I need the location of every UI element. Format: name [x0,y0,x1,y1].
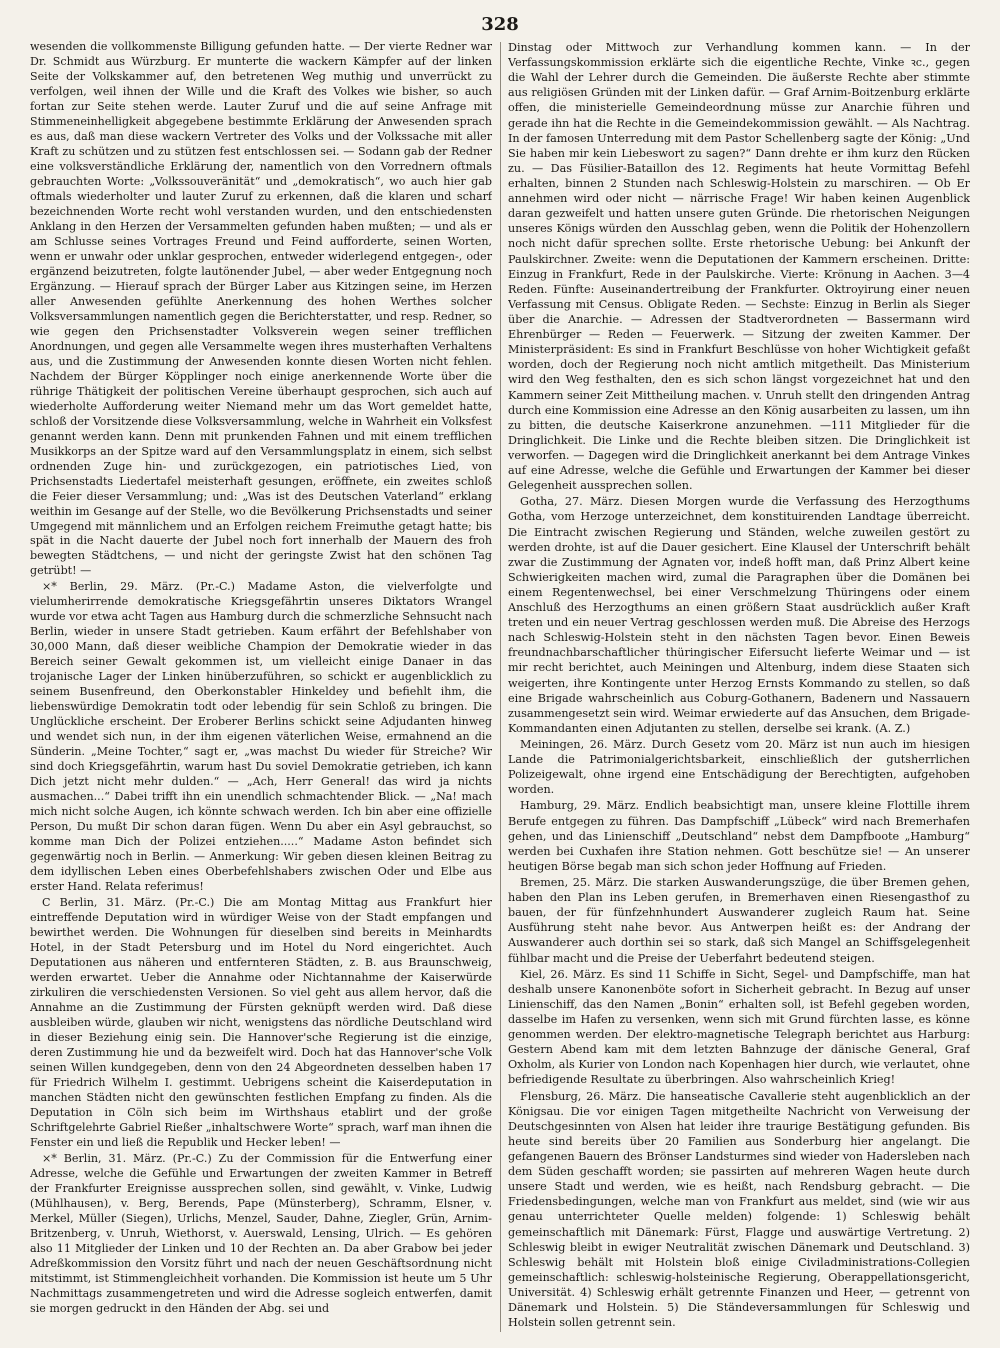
article-paragraph: ×* Berlin, 31. März. (Pr.-C.) Zu der Commission für die Entwerfung einer Adresse, welche die Gefühle und Erwartungen der zweiten Kammer in Betreff der Frankfurter Ereignisse aussprechen sollen, sind gewählt, v. Vinke, Ludwig (Mühlhausen), v. Berg, Berends, Pape (Münsterberg), Schramm, Elsner, v. Merkel, Müller (Siegen), Urlichs, Menzel, Sauder, Dahne, Ziegler, Grün, Arnim-Britzenberg, v. Unruh, Wiethorst, v. Auerswald, Lensing, Ulrich. — Es gehören also 11 Mitglieder der Linken und 10 der Rechten an. Da aber Grabow bei jeder Adreßkommission den Vorsitz führt und nach der neuen Geschäftsordnung nicht mitstimmt, ist Stimmengleichheit vorhanden. Die Kommission ist heute um 5 Uhr Nachmittags zusammengetreten und wird die Adresse sogleich entwerfen, damit sie morgen gedruckt in den Händen der Abg. sei und [30,1151,492,1315]
article-paragraph: Flensburg, 26. März. Die hanseatische Cavallerie steht augenblicklich an der Königsau. Die vor einigen Tagen mitgetheilte Nachricht von Verweisung der Deutschgesinnten von Alsen hat leider ihre traurige Bestätigung gefunden. Bis heute sind bereits über 20 Familien aus Sonderburg hier angelangt. Die gefangenen Bauern des Brönser Landsturmes sind wieder von Hadersleben nach dem Süden geschafft worden; sie passirten auf mehreren Wagen heute durch unsere Stadt und werden, wie es heißt, nach Rendsburg gebracht. — Die Friedensbedingungen, welche man von Frankfurt aus meldet, sind (wie wir aus genau unterrichteter Quelle melden) folgende: 1) Schleswig behält gemeinschaftlich mit Dänemark: Fürst, Flagge und auswärtige Vertretung. 2) Schleswig bleibt in ewiger Neutralität zwischen Dänemark und Deutschland. 3) Schleswig behält mit Holstein bloß einige Civiladministrations-Collegien gemeinschaftlich: schleswig-holsteinische Regierung, Oberappellationsgericht, Universität. 4) Schleswig erhält getrennte Finanzen und Heer, — getrennt von Dänemark und Holstein. 5) Die Ständeversammlungen für Schleswig und Holstein sollen getrennt sein. [508,1089,970,1330]
left-column [30,40,492,1338]
article-paragraph: Gotha, 27. März. Diesen Morgen wurde die Verfassung des Herzogthums Gotha, vom Herzoge unterzeichnet, dem konstituirenden Landtage überreicht. Die Eintracht zwischen Regierung und Ständen, welche zuweilen gestört zu werden drohte, ist auf die Dauer gesichert. Eine Klausel der Unterschrift behält zwar die Zustimmung der Agnaten vor, indeß hofft man, daß Prinz Albert keine Schwierigkeiten machen wird, zumal die Paragraphen über die Domänen bei einem Regentenwechsel, bei einer Verschmelzung Thüringens oder einem Anschluß des Herzogthums an einen größern Staat ausdrücklich außer Kraft treten und ein neuer Vertrag geschlossen werden muß. Die Abreise des Herzogs nach Schleswig-Holstein steht in den nächsten Tagen bevor. Einen Beweis freundnachbarschaftlicher thüringischer Eifersucht lieferte Weimar und — ist mir recht berichtet, auch Meiningen und Altenburg, indem diese Staaten sich weigerten, ihre Kontingente unter Herzog Ernsts Kommando zu stellen, so daß eine Brigade wahrscheinlich aus Coburg-Gothanern, Badenern und Nassauern zusammengesetzt sein wird. Weimar erwiederte auf das Ansuchen, dem Brigade-Kommandanten einen Adjutanten zu stellen, derselbe sei krank. (A. Z.) [508,495,970,735]
article-paragraph: Meiningen, 26. März. Durch Gesetz vom 20. März ist nun auch im hiesigen Lande die Patrimonialgerichtsbarkeit, einschließlich der gutsherrlichen Polizeigewalt, ohne irgend eine Entschädigung der Berechtigten, aufgehoben worden. [508,738,970,797]
page-number: 328 [481,14,519,35]
text-columns [30,40,970,1338]
article-paragraph: ×* Berlin, 29. März. (Pr.-C.) Madame Aston, die vielverfolgte und vielumherirrende demokratische Kriegsgefährtin unseres Diktators Wrangel wurde vor etwa acht Tagen aus Hamburg durch die schmerzliche Sehnsucht nach Berlin, wieder in unsere Stadt getrieben. Kaum erfährt der Befehlshaber von 30,000 Mann, daß dieser weibliche Champion der Demokratie wieder in das Bereich seiner Gewalt gekommen ist, um vielleicht einige Danaer in das trojanische Lager der Linken hinüberzuführen, so schickt er augenblicklich zu seinem Busenfreund, den Oberkonstabler Hinkeldey und befiehlt ihm, die liebenswürdige Demokratin todt oder lebendig für sein Schloß zu bringen. Die Unglückliche erscheint. Der Eroberer Berlins schickt seine Adjudanten hinweg und wendet sich nun, in der ihm eigenen väterlichen Weise, ermahnend an die Sünderin. „Meine Tochter,“ sagt er, „was machst Du wieder für Streiche? Wir sind doch Kriegsgefährtin, warum hast Du soviel Demokratie getrieben, ich kann Dich jetzt nicht mehr dulden.“ — „Ach, Herr General! das wird ja nichts ausmachen...“ Dabei trifft ihn ein unendlich schmachtender Blick. — „Na! mach mich nicht solche Augen, ich könnte schwach werden. Ich bin aber eine offizielle Person, Du mußt Dir schon daran fügen. Wenn Du aber ein Asyl gebrauchst, so komme man Dich der Polizei entziehen.....“ Madame Aston befindet sich gegenwärtig noch in Berlin. — Anmerkung: Wir geben diesen kleinen Beitrag zu dem idyllischen Leben eines Oberbefehlshabers zwischen Oder und Elbe aus erster Hand. Relata referimus! [30,580,492,894]
article-paragraph: Kiel, 26. März. Es sind 11 Schiffe in Sicht, Segel- und Dampfschiffe, man hat deshalb unsere Kanonenböte sofort in Sicherheit gebracht. In Bezug auf unser Linienschiff, das den Namen „Bonin“ erhalten soll, ist Befehl gegeben worden, dasselbe im Hafen zu versenken, wenn sich mit Grund fürchten lasse, es könne genommen werden. Der elektro-magnetische Telegraph berichtet aus Harburg: Gestern Abend kam mit dem letzten Bahnzuge der dänische General, Graf Oxholm, als Kurier von London nach Kopenhagen hier durch, wie verlautet, ohne befriedigende Resultate zu überbringen. Also wahrscheinlich Krieg! [508,967,970,1087]
right-column [508,40,970,1338]
article-paragraph: wesenden die vollkommenste Billigung gefunden hatte. — Der vierte Redner war Dr. Schmidt aus Würzburg. Er munterte die wackern Kämpfer auf der linken Seite der Volkskammer auf, den betretenen Weg muthig und unverrückt zu verfolgen, weil ihnen der Wille und die Kraft des Volkes wie bisher, so auch fortan zur Seite stehen werde. Lauter Zuruf und die auf seine Anfrage mit Stimmeneinhelligkeit abgegebene bestimmte Erklärung der Anwesenden sprach es aus, daß man diese wackern Vertreter des Volks und der Volkssache mit aller Kraft zu schützen und zu stützen fest entschlossen sei. — Sodann gab der Redner eine volksverständliche Erklärung der, namentlich von den Vorrednern oftmals gebrauchten Worte: „Volkssouveränität“ und „demokratisch“, wo auch hier gab oftmals wiederholter und lauter Zuruf zu erkennen, daß die klaren und scharf bezeichnenden Worte recht wohl verstanden wurden, und den entschiedensten Anklang in den Herzen der Versammelten gefunden haben mußten; — und als er am Schlusse seines Vortrages Freund und Feind aufforderte, seinen Worten, wenn er unwahr oder unklar gesprochen, entweder widerlegend entgegen-, oder ergänzend beizutreten, folgte lautönender Jubel, — aber weder Entgegnung noch Ergänzung. — Hierauf sprach der Bürger Laber aus Kitzingen seine, im Herzen aller Anwesenden gefühlte Anerkennung des hohen Werthes solcher Volksversammlungen namentlich gegen die Berichterstatter, und resp. Redner, so wie gegen den Prichsenstadter Volksverein wegen seiner trefflichen Anordnungen, und gegen alle Versammelte wegen ihres musterhaften Verhaltens aus, und die Zustimmung der Anwesenden konnte diesen Worten nicht fehlen. Nachdem der Bürger Köpplinger noch einige anerkennende Worte über die rührige Thätigkeit der politischen Vereine überhaupt gesprochen, sich auch auf wiederholte Aufforderung weiter Niemand mehr um das Wort gemeldet hatte, schloß der Vorsitzende diese Volksversammlung, welche in Wahrheit ein Volksfest genannt werden kann. Denn mit prunkenden Fahnen und mit einem trefflichen Musikkorps an der Spitze ward auf den Versammlungsplatz in einem, sich selbst ordnenden Zuge hin- und zurückgezogen, ein patriotisches Lied, von Prichsenstadts Liedertafel meisterhaft gesungen, eröffnete, ein zweites schloß die Feier dieser Versammlung; und: „Was ist des Deutschen Vaterland“ erklang weithin im Gesange auf der Stelle, wo die Bevölkerung Prichsenstadts und seiner Umgegend mit männlichem und an Erfolgen reichem Freimuthe getagt hatte; bis spät in die Nacht dauerte der Jubel noch fort innerhalb der Mauern des froh bewegten Städtchens, — und nicht der geringste Zwist hat den schönen Tag getrübt! — [30,40,492,578]
article-paragraph: C Berlin, 31. März. (Pr.-C.) Die am Montag Mittag aus Frankfurt hier eintreffende Deputation wird in würdiger Weise von der Stadt empfangen und bewirthet werden. Die Wohnungen für dieselben sind bereits in Meinhardts Hotel, in der Stadt Petersburg und im Hotel du Nord eingerichtet. Auch Deputationen aus näheren und entfernteren Städten, z. B. aus Braunschweig, werden erwartet. Ueber die Annahme oder Nichtannahme der Kaiserwürde zirkuliren die verschiedensten Versionen. So viel geht aus allem hervor, daß die Annahme an die Zustimmung der Fürsten geknüpft werden wird. Daß diese ausbleiben würde, glauben wir nicht, wenigstens das nördliche Deutschland wird in dieser Beziehung einig sein. Die Hannover'sche Regierung ist die einzige, deren Zustimmung hie und da bezweifelt wird. Doch hat das Hannover'sche Volk seinen Willen kundgegeben, denn von den 24 Abgeordneten desselben haben 17 für Friedrich Wilhelm I. gestimmt. Uebrigens scheint die Kaiserdeputation in manchen Städten nicht den gewünschten festlichen Empfang zu finden. Als die Deputation in Cöln sich beim im Wirthshaus etablirt und der große Schriftgelehrte Gabriel Rießer „inhaltschwere Worte“ sprach, warf man ihnen die Fenster ein und ließ die Republik und Hecker leben! — [30,896,492,1149]
article-paragraph: Dinstag oder Mittwoch zur Verhandlung kommen kann. — In der Verfassungskommission erklärte sich die eigentliche Rechte, Vinke ꝛc., gegen die Wahl der Lehrer durch die Gemeinden. Die äußerste Rechte aber stimmte aus religiösen Gründen mit der Linken dafür. — Graf Arnim-Boitzenburg erklärte offen, die ministerielle Gemeindeordnung müsse zur Anarchie führen und gerade ihn hat die Rechte in die Gemeindekommission gewählt. — Als Nachtrag. In der famosen Unterredung mit dem Pastor Schellenberg sagte der König: „Und Sie haben mir kein Liebeswort zu sagen?“ Dann drehte er ihm kurz den Rücken zu. — Das Füsilier-Bataillon des 12. Regiments hat heute Vormittag Befehl erhalten, binnen 2 Stunden nach Schleswig-Holstein zu marschiren. — Ob Er annehmen wird oder nicht — närrische Frage! Wir haben keinen Augenblick daran gezweifelt und hatten unsere guten Gründe. Die rhetorischen Neigungen unseres Königs würden den Ausschlag geben, wenn die Politik der Hohenzollern noch nicht dafür sprechen sollte. Erste rhetorische Uebung: bei Ankunft der Paulskirchner. Zweite: wenn die Deputationen der Kammern erscheinen. Dritte: Einzug in Frankfurt, Rede in der Paulskirche. Vierte: Krönung in Aachen. 3—4 Reden. Fünfte: Auseinandertreibung der Frankfurter. Oktroyirung einer neuen Verfassung mit Census. Obligate Reden. — Sechste: Einzug in Berlin als Sieger über die Anarchie. — Adressen der Stadtverordneten — Bassermann wird Ehrenbürger — Reden — Feuerwerk. — Sitzung der zweiten Kammer. Der Ministerpräsident: Es sind in Frankfurt Beschlüsse von hoher Wichtigkeit gefaßt worden, doch der Regierung noch nicht amtlich mitgetheilt. Das Ministerium wird den Weg festhalten, den es sich schon längst vorgezeichnet hat und den Kammern seiner Zeit Mittheilung machen. v. Unruh stellt den dringenden Antrag durch eine Kommission eine Adresse an den König ausarbeiten zu lassen, um ihn zu bitten, die deutsche Kaiserkrone anzunehmen. —111 Mitglieder für die Dringlichkeit. Die Linke und die Rechte bleiben sitzen. Die Dringlichkeit ist verworfen. — Dagegen wird die Dringlichkeit anerkannt bei dem Antrage Vinkes auf eine Adresse, welche die Gefühle und Erwartungen der Kammer bei dieser Gelegenheit aussprechen sollen. [508,41,970,493]
article-paragraph: Bremen, 25. März. Die starken Auswanderungszüge, die über Bremen gehen, haben den Plan ins Leben gerufen, in Bremerhaven einen Riesengasthof zu bauen, der für fünfzehnhundert Auswanderer zugleich Raum hat. Seine Ausführung steht nahe bevor. Aus Antwerpen heißt es: der Andrang der Auswanderer auch dorthin sei so stark, daß sich Mangel an Schiffsgelegenheit fühlbar macht und die Preise der Ueberfahrt bedeutend steigen. [508,876,970,965]
article-paragraph: Hamburg, 29. März. Endlich beabsichtigt man, unsere kleine Flottille ihrem Berufe entgegen zu führen. Das Dampfschiff „Lübeck“ wird nach Bremerhafen gehen, und das Linienschiff „Deutschland“ nebst dem Dampfboote „Hamburg“ werden bei Cuxhafen ihre Station nehmen. Gott beschütze sie! — An unserer heutigen Börse begab man sich schon jeder Hoffnung auf Frieden. [508,799,970,873]
column-divider [500,42,501,1332]
